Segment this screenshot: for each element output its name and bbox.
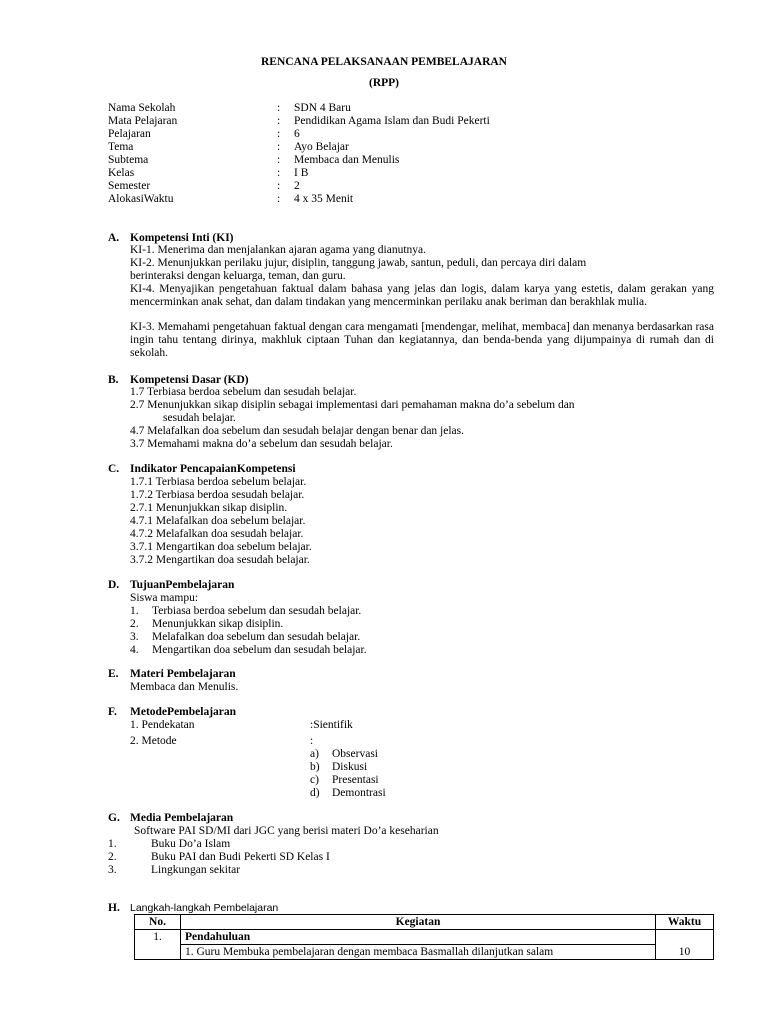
identity-value: 2 [294, 180, 300, 192]
steps-table [134, 914, 714, 960]
kd-item: 1.7 Terbiasa berdoa sebelum dan sesudah belajar. [130, 386, 357, 398]
indicator-item: 2.7.1 Menunjukkan sikap disiplin. [130, 502, 288, 514]
ki-2-text-cont: berinteraksi dengan keluarga, teman, dan guru. [130, 270, 346, 282]
identity-label: AlokasiWaktu [108, 193, 174, 205]
identity-value: 6 [294, 128, 300, 140]
identity-sep: : [277, 154, 281, 166]
section-heading: Kompetensi Dasar (KD) [130, 374, 249, 386]
section-letter: D. [108, 579, 120, 591]
objective-text: Terbiasa berdoa sebelum dan sesudah belajar. [152, 605, 362, 617]
indicator-item: 4.7.1 Melafalkan doa sebelum belajar. [130, 515, 306, 527]
objective-intro: Siswa mampu: [130, 592, 199, 604]
metode-sep: : [310, 735, 314, 747]
kd-item: 3.7 Memahami makna do’a sebelum dan sesudah belajar. [130, 438, 393, 450]
objective-num: 3. [130, 631, 139, 643]
identity-value: Ayo Belajar [294, 141, 349, 153]
identity-label: Kelas [108, 167, 135, 179]
section-letter: B. [108, 374, 119, 386]
table-cell-activity: Pendahuluan [181, 930, 656, 945]
document-subtitle: (RPP) [368, 77, 399, 89]
indicator-item: 3.7.1 Mengartikan doa sebelum belajar. [130, 541, 312, 553]
identity-sep: : [277, 102, 281, 114]
section-heading: Indikator PencapaianKompetensi [130, 463, 296, 475]
kd-item: 4.7 Melafalkan doa sebelum dan sesudah belajar dengan benar dan jelas. [130, 425, 465, 437]
identity-sep: : [277, 193, 281, 205]
column-header: No. [135, 915, 181, 930]
kd-item-cont: sesudah belajar. [163, 412, 236, 424]
method-letter: b) [310, 761, 320, 773]
method-text: Diskusi [332, 761, 368, 773]
identity-sep: : [277, 167, 281, 179]
indicator-item: 1.7.1 Terbiasa berdoa sebelum belajar. [130, 476, 307, 488]
indicator-item: 3.7.2 Mengartikan doa sesudah belajar. [130, 554, 310, 566]
identity-sep: : [277, 128, 281, 140]
method-text: Presentasi [332, 774, 379, 786]
table-cell-time [656, 930, 714, 945]
media-text: Buku Do’a Islam [151, 838, 231, 850]
indicator-item: 4.7.2 Melafalkan doa sesudah belajar. [130, 528, 304, 540]
section-heading: Langkah-langkah Pembelajaran [130, 902, 279, 914]
objective-text: Menunjukkan sikap disiplin. [152, 618, 284, 630]
section-heading: TujuanPembelajaran [130, 579, 235, 591]
identity-label: Semester [108, 180, 151, 192]
identity-value: I B [294, 167, 309, 179]
column-header: Kegiatan [181, 915, 656, 930]
ki-2-text: KI-2. Menunjukkan perilaku jujur, disiplin, tanggung jawab, santun, peduli, dan percaya diri dalam [130, 257, 587, 269]
table-cell-no: 1. [135, 930, 181, 945]
media-num: 2. [108, 851, 117, 863]
objective-num: 2. [130, 618, 139, 630]
identity-value: 4 x 35 Menit [294, 193, 354, 205]
section-letter: H. [108, 902, 120, 914]
ki-1-text: KI-1. Menerima dan menjalankan ajaran agama yang dianutnya. [130, 244, 427, 256]
objective-num: 4. [130, 644, 139, 656]
identity-value: Membaca dan Menulis [294, 154, 400, 166]
method-text: Demontrasi [332, 787, 386, 799]
materi-text: Membaca dan Menulis. [130, 681, 239, 693]
identity-label: Mata Pelajaran [108, 115, 178, 127]
table-header-row [135, 915, 714, 930]
metode-label: 2. Metode [130, 735, 177, 747]
pendekatan-value: :Sientifik [310, 719, 353, 731]
media-intro: Software PAI SD/MI dari JGC yang berisi materi Do’a keseharian [134, 825, 439, 837]
method-letter: c) [310, 774, 319, 786]
section-letter: A. [108, 232, 120, 244]
identity-value: SDN 4 Baru [294, 102, 351, 114]
method-text: Observasi [332, 748, 378, 760]
identity-sep: : [277, 141, 281, 153]
section-heading: MetodePembelajaran [130, 706, 237, 718]
identity-sep: : [277, 115, 281, 127]
section-heading: Materi Pembelajaran [130, 668, 236, 680]
table-row [135, 930, 714, 945]
identity-label: Pelajaran [108, 128, 151, 140]
media-num: 3. [108, 864, 117, 876]
section-letter: E. [108, 668, 119, 680]
table-cell-time: 10 [656, 945, 714, 960]
kd-item: 2.7 Menunjukkan sikap disiplin sebagai implementasi dari pemahaman makna do’a sebelum dan [130, 399, 575, 411]
table-cell-activity: 1. Guru Membuka pembelajaran dengan membaca Basmallah dilanjutkan salam [181, 945, 656, 960]
identity-label: Tema [108, 141, 134, 153]
identity-label: Nama Sekolah [108, 102, 176, 114]
column-header: Waktu [656, 915, 714, 930]
pendekatan-label: 1. Pendekatan [130, 719, 195, 731]
section-letter: F. [108, 706, 117, 718]
section-heading: Media Pembelajaran [130, 812, 234, 824]
identity-sep: : [277, 180, 281, 192]
ki-3-text: KI-3. Memahami pengetahuan faktual dengan cara mengamati [mendengar, melihat, membaca] dan menanya berdasarkan rasa ingin tahu tentang dirinya, makhluk ciptaan Tuhan dan kegiatannya, dan benda-benda yang dijumpainya di rumah dan di sekolah. [130, 321, 714, 359]
section-heading: Kompetensi Inti (KI) [130, 232, 234, 244]
indicator-item: 1.7.2 Terbiasa berdoa sesudah belajar. [130, 489, 305, 501]
ki-4-text: KI-4. Menyajikan pengetahuan faktual dalam bahasa yang jelas dan logis, dalam karya yang estetis, dalam gerakan yang mencerminkan anak sehat, dan dalam tindakan yang mencerminkan perilaku anak beriman dan berakhlak mulia. [130, 283, 714, 308]
identity-value: Pendidikan Agama Islam dan Budi Pekerti [294, 115, 490, 127]
table-cell-no [135, 945, 181, 960]
media-num: 1. [108, 838, 117, 850]
table-row [135, 945, 714, 960]
objective-text: Mengartikan doa sebelum dan sesudah belajar. [152, 644, 367, 656]
document-title: RENCANA PELAKSANAAN PEMBELAJARAN [261, 56, 507, 68]
media-text: Lingkungan sekitar [151, 864, 241, 876]
method-letter: a) [310, 748, 319, 760]
section-letter: C. [108, 463, 120, 475]
objective-text: Melafalkan doa sebelum dan sesudah belajar. [152, 631, 361, 643]
method-letter: d) [310, 787, 320, 799]
media-text: Buku PAI dan Budi Pekerti SD Kelas I [151, 851, 330, 863]
identity-label: Subtema [108, 154, 149, 166]
objective-num: 1. [130, 605, 139, 617]
section-letter: G. [108, 812, 120, 824]
